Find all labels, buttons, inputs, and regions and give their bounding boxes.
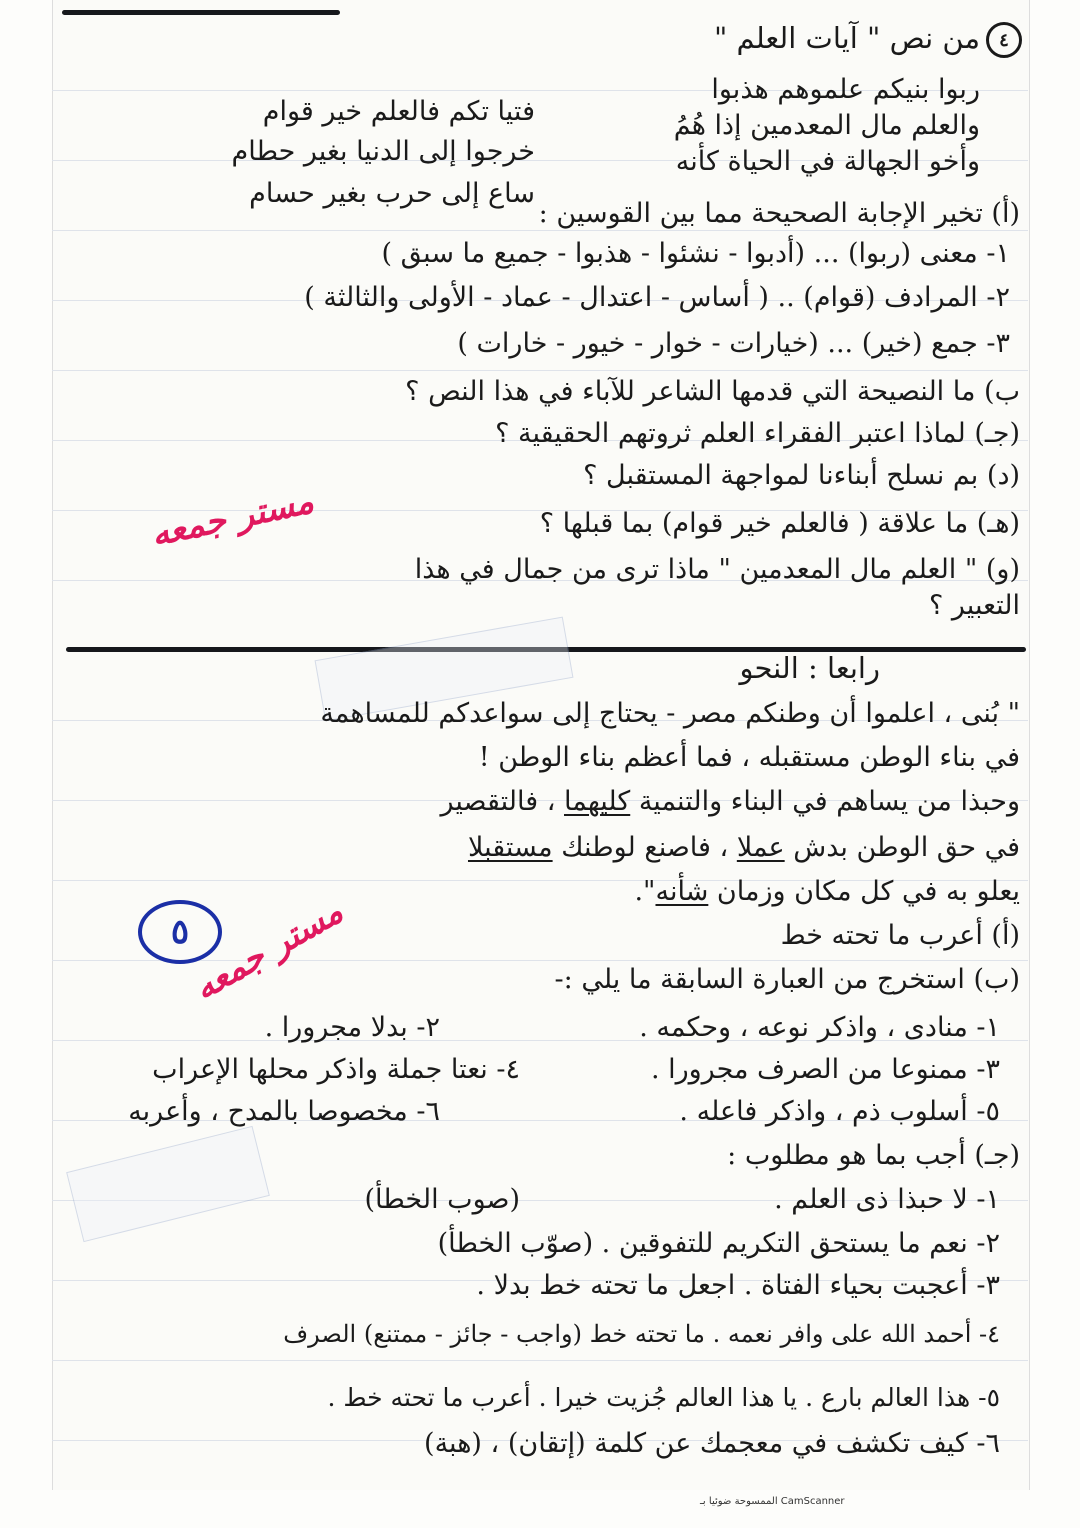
- passage-line-3: وحبذا من يساهم في البناء والتنمية كليهما ، فالتقصير: [440, 786, 1020, 817]
- question-a-1: ١- معنى (ربوا) ... (أدبوا - نشئوا - هذبوا - جميع ما سبق ): [381, 238, 1010, 269]
- nahw-question-c: (جـ) أجب بما هو مطلوب :: [727, 1140, 1020, 1171]
- poem-right-1: ربوا بنيكم علموهم هذبوا: [711, 74, 980, 105]
- passage-line-1: " بُنى ، اعلموا أن وطنكم مصر - يحتاج إلى سواعدكم للمساهمة: [320, 698, 1020, 729]
- top-separator: [62, 10, 340, 15]
- question-a-2: ٢- المرادف (قوام) .. ( أساس - اعتدال - عماد - الأولى والثالثة ): [304, 282, 1010, 313]
- teacher-signature: مستر جمعه: [187, 891, 350, 1009]
- section4-title: من نص " آيات العلم ": [713, 21, 980, 55]
- teacher-signature: مستر جمعه: [147, 481, 318, 555]
- question-number-circle: ٤: [986, 22, 1022, 58]
- nahw-b-6: ٦- مخصوصا بالمدح ، وأعربه: [128, 1096, 440, 1127]
- ruled-line: [52, 1360, 1028, 1361]
- nahw-b-4: ٤- نعتا جملة واذكر محلها الإعراب: [152, 1054, 520, 1085]
- nahw-b-1: ١- منادى ، واذكر نوعه ، وحكمه .: [639, 1012, 1000, 1043]
- nahw-c-1-note: (صوب الخطأ): [364, 1184, 520, 1215]
- passage-line-4: في حق الوطن بدش عملا ، فاصنع لوطنك مستقبلا: [467, 832, 1020, 863]
- nahw-question-b: (ب) استخرج من العبارة السابقة ما يلي :-: [554, 964, 1020, 995]
- underlined-word: عملا: [736, 832, 785, 863]
- scanner-watermark: الممسوحة ضوئيا بـ CamScanner: [700, 1496, 845, 1507]
- nahw-b-2: ٢- بدلا مجرورا .: [264, 1012, 440, 1043]
- poem-left-2: خرجوا إلى الدنيا بغير حطام: [231, 136, 535, 167]
- nahw-c-4: ٤- أحمد الله على وافر نعمه . ما تحته خط (واجب - جائز - ممتنع) الصرف: [283, 1320, 1000, 1348]
- nahw-b-3: ٣- ممنوعا من الصرف مجرورا .: [650, 1054, 1000, 1085]
- poem-left-3: ساع إلى حرب بغير حسام: [249, 178, 535, 209]
- question-c: (جـ) لماذا اعتبر الفقراء العلم ثروتهم الحقيقية ؟: [495, 418, 1020, 449]
- nahw-c-2: ٢- نعم ما يستحق التكريم للتفوقين . (صوّب الخطأ): [437, 1228, 1000, 1259]
- nahw-question-a: (أ) أعرب ما تحته خط: [780, 920, 1020, 951]
- poem-left-1: فتيا تكم فالعلم خير قوام: [262, 96, 535, 127]
- question-f-line1: (و) " العلم مال المعدمين " ماذا ترى من جمال في هذا: [414, 554, 1020, 585]
- section5-title: رابعا : النحو: [739, 651, 880, 685]
- nahw-c-5: ٥- هذا العالم بارع . يا هذا العالم جُزيت خيرا . أعرب ما تحته خط .: [327, 1383, 1000, 1412]
- nahw-c-3: ٣- أعجبت بحياء الفتاة . اجعل ما تحته خط بدلا .: [476, 1270, 1000, 1301]
- poem-right-3: وأخو الجهالة في الحياة كأنه: [675, 146, 980, 177]
- underlined-word: كليهما: [564, 786, 631, 817]
- question-f-line2: التعبير ؟: [928, 590, 1020, 621]
- underlined-word: شأنه: [655, 876, 709, 907]
- question-b: ب) ما النصيحة التي قدمها الشاعر للآباء في هذا النص ؟: [405, 376, 1020, 407]
- passage-line-5: يعلو به في كل مكان وزمان شأنه".: [634, 876, 1020, 907]
- nahw-b-5: ٥- أسلوب ذم ، واذكر فاعله .: [679, 1096, 1000, 1127]
- passage-line-2: في بناء الوطن مستقبله ، فما أعظم بناء الوطن !: [478, 742, 1020, 773]
- question-a: (أ) تخير الإجابة الصحيحة مما بين القوسين :: [538, 198, 1020, 229]
- nahw-c-6: ٦- كيف تكشف في معجمك عن كلمة (إتقان) ، (هبة): [424, 1428, 1000, 1459]
- nahw-c-1: ١- لا حبذا ذى العلم .: [774, 1184, 1000, 1215]
- question-a-3: ٣- جمع (خير) ... (خيارات - خوار - خيور - خارات ): [457, 328, 1010, 359]
- question-number-circle: ٥: [138, 900, 222, 964]
- question-e: (هـ) ما علاقة ( فالعلم خير قوام) بما قبلها ؟: [539, 508, 1020, 539]
- poem-right-2: والعلم مال المعدمين إذا هُمُ: [673, 110, 980, 141]
- ruled-line: [52, 370, 1028, 371]
- underlined-word: مستقبلا: [467, 832, 553, 863]
- question-d: (د) بم نسلح أبناءنا لمواجهة المستقبل ؟: [583, 460, 1020, 491]
